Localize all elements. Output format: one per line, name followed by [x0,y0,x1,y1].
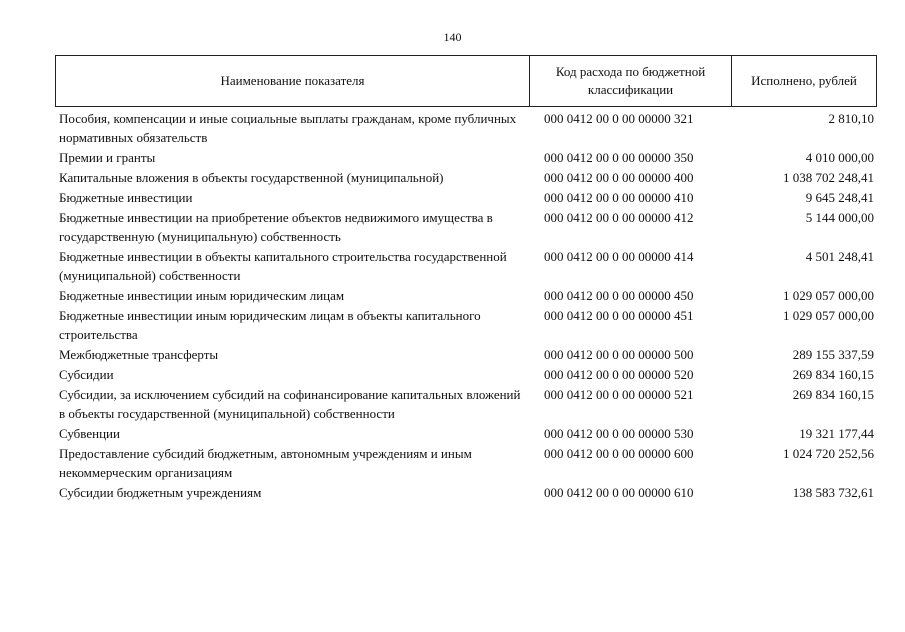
row-name: Межбюджетные трансферты [59,347,219,362]
row-code: 000 0412 00 0 00 00000 400 [544,170,694,185]
header-name: Наименование показателя [56,56,530,106]
row-name: Пособия, компенсации и иные социальные выплаты гражданам, кроме публичных нормативных обязательств [59,111,517,145]
row-code: 000 0412 00 0 00 00000 600 [544,446,694,461]
table-row [55,286,877,305]
row-code: 000 0412 00 0 00 00000 520 [544,367,694,382]
table-row [55,345,877,364]
row-name: Субсидии бюджетным учреждениям [59,485,262,500]
table-row [55,483,877,502]
table-body [55,109,877,502]
row-code: 000 0412 00 0 00 00000 350 [544,150,694,165]
row-amount: 4 501 248,41 [805,249,874,264]
table-row [55,306,877,344]
table-row [55,168,877,187]
row-name: Бюджетные инвестиции иным юридическим лицам в объекты капитального строительства [59,308,481,342]
row-amount: 269 834 160,15 [792,387,874,402]
row-code: 000 0412 00 0 00 00000 321 [544,111,694,126]
row-name: Бюджетные инвестиции в объекты капитального строительства государственной (муниципальной) собственности [59,249,507,283]
table-row [55,109,877,147]
table-header [55,55,877,107]
header-amount: Исполнено, рублей [751,73,857,88]
table-row [55,424,877,443]
row-amount: 138 583 732,61 [792,485,874,500]
row-code: 000 0412 00 0 00 00000 500 [544,347,694,362]
row-name: Бюджетные инвестиции [59,190,193,205]
row-code: 000 0412 00 0 00 00000 521 [544,387,694,402]
row-name: Субсидии, за исключением субсидий на софинансирование капитальных вложений в объекты государственной (муниципальной) собственности [59,387,521,421]
row-name: Предоставление субсидий бюджетным, автономным учреждениям и иным некоммерческим организациям [59,446,472,480]
row-name: Бюджетные инвестиции на приобретение объектов недвижимого имущества в государственную (муниципальную) собственность [59,210,493,244]
page-number: 140 [443,30,462,44]
row-amount: 1 029 057 000,00 [783,308,874,323]
row-amount: 289 155 337,59 [792,347,874,362]
row-code: 000 0412 00 0 00 00000 610 [544,485,694,500]
row-code: 000 0412 00 0 00 00000 451 [544,308,694,323]
row-code: 000 0412 00 0 00 00000 530 [544,426,694,441]
table-row [55,148,877,167]
row-amount: 9 645 248,41 [805,190,874,205]
budget-table [55,55,877,503]
row-name: Субвенции [59,426,120,441]
row-name: Субсидии [59,367,114,382]
row-amount: 1 038 702 248,41 [783,170,874,185]
row-code: 000 0412 00 0 00 00000 412 [544,210,694,225]
row-amount: 2 810,10 [828,111,874,126]
row-name: Капитальные вложения в объекты государственной (муниципальной) [59,170,444,185]
row-amount: 269 834 160,15 [792,367,874,382]
row-code: 000 0412 00 0 00 00000 414 [544,249,694,264]
row-amount: 4 010 000,00 [805,150,874,165]
row-name: Премии и гранты [59,150,156,165]
table-row [55,385,877,423]
row-amount: 1 024 720 252,56 [783,446,874,461]
table-row [55,365,877,384]
row-amount: 5 144 000,00 [805,210,874,225]
table-row [55,247,877,285]
row-name: Бюджетные инвестиции иным юридическим лицам [59,288,345,303]
header-code: Код расхода по бюджетной классификации [530,56,732,106]
row-amount: 1 029 057 000,00 [783,288,874,303]
row-code: 000 0412 00 0 00 00000 450 [544,288,694,303]
row-amount: 19 321 177,44 [799,426,874,441]
row-code: 000 0412 00 0 00 00000 410 [544,190,694,205]
table-row [55,188,877,207]
table-row [55,208,877,246]
table-row [55,444,877,482]
